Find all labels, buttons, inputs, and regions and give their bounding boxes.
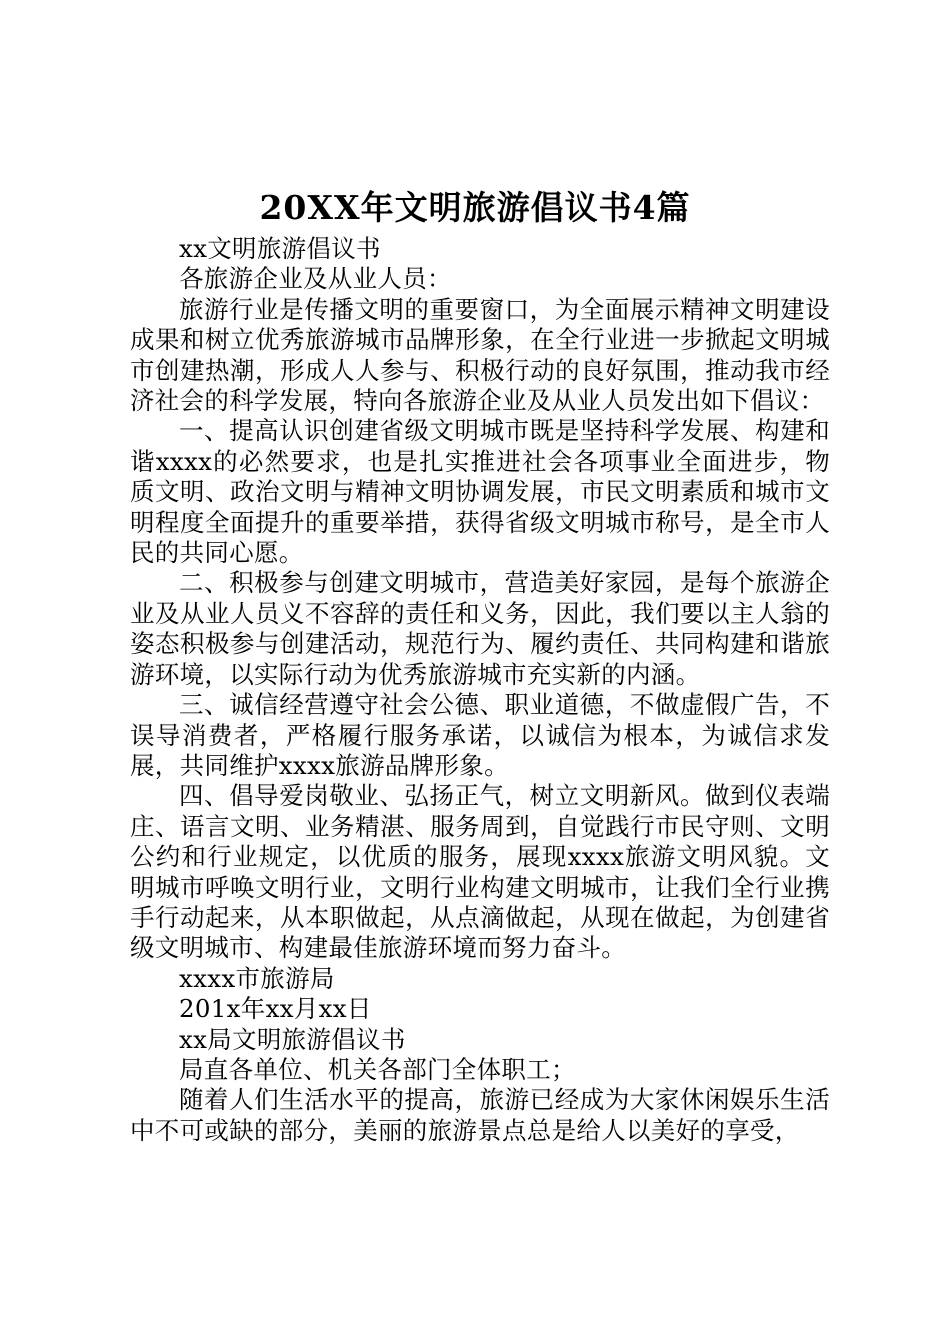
document-body (130, 234, 830, 1146)
proposal-item-3: 三、诚信经营遵守社会公德、职业道德，不做虚假广告，不误导消费者，严格履行服务承诺，以诚信为根本，为诚信求发展，共同维护xxxx旅游品牌形象。 (130, 690, 830, 780)
body-paragraph: 随着人们生活水平的提高，旅游已经成为大家休闲娱乐生活中不可或缺的部分，美丽的旅游景点总是给人以美好的享受， (130, 1085, 830, 1145)
heading-1-subtitle: xx文明旅游倡议书 (179, 234, 381, 263)
signature-issuer: xxxx市旅游局 (179, 963, 335, 993)
intro-paragraph: 旅游行业是传播文明的重要窗口，为全面展示精神文明建设成果和树立优秀旅游城市品牌形象，在全行业进一步掀起文明城市创建热潮，形成人人参与、积极行动的良好氛围，推动我市经济社会的科学发展，特向各旅游企业及从业人员发出如下倡议： (130, 294, 830, 416)
proposal-item-4: 四、倡导爱岗敬业、弘扬正气，树立文明新风。做到仪表端庄、语言文明、业务精湛、服务周到，自觉践行市民守则、文明公约和行业规定，以优质的服务，展现xxxx旅游文明风貌。文明城市呼唤文明行业，文明行业构建文明城市，让我们全行业携手行动起来，从本职做起，从点滴做起，从现在做起，为创建省级文明城市、构建最佳旅游环境而努力奋斗。 (130, 781, 830, 963)
document-title: 20XX年文明旅游倡议书4篇 (259, 188, 691, 227)
salutation-2: 局直各单位、机关各部门全体职工； (179, 1054, 576, 1084)
heading-2-subtitle: xx局文明旅游倡议书 (179, 1024, 406, 1054)
salutation-1: 各旅游企业及从业人员： (179, 264, 452, 294)
proposal-item-1: 一、提高认识创建省级文明城市既是坚持科学发展、构建和谐xxxx的必然要求，也是扎实推进社会各项事业全面进步，物质文明、政治文明与精神文明协调发展，市民文明素质和城市文明程度全面提升的重要举措，获得省级文明城市称号，是全市人民的共同心愿。 (130, 416, 830, 568)
proposal-item-2: 二、积极参与创建文明城市，营造美好家园，是每个旅游企业及从业人员义不容辞的责任和义务，因此，我们要以主人翁的姿态积极参与创建活动，规范行为、履约责任、共同构建和谐旅游环境，以实际行动为优秀旅游城市充实新的内涵。 (130, 568, 830, 689)
signature-date: 201x年xx月xx日 (179, 994, 372, 1024)
